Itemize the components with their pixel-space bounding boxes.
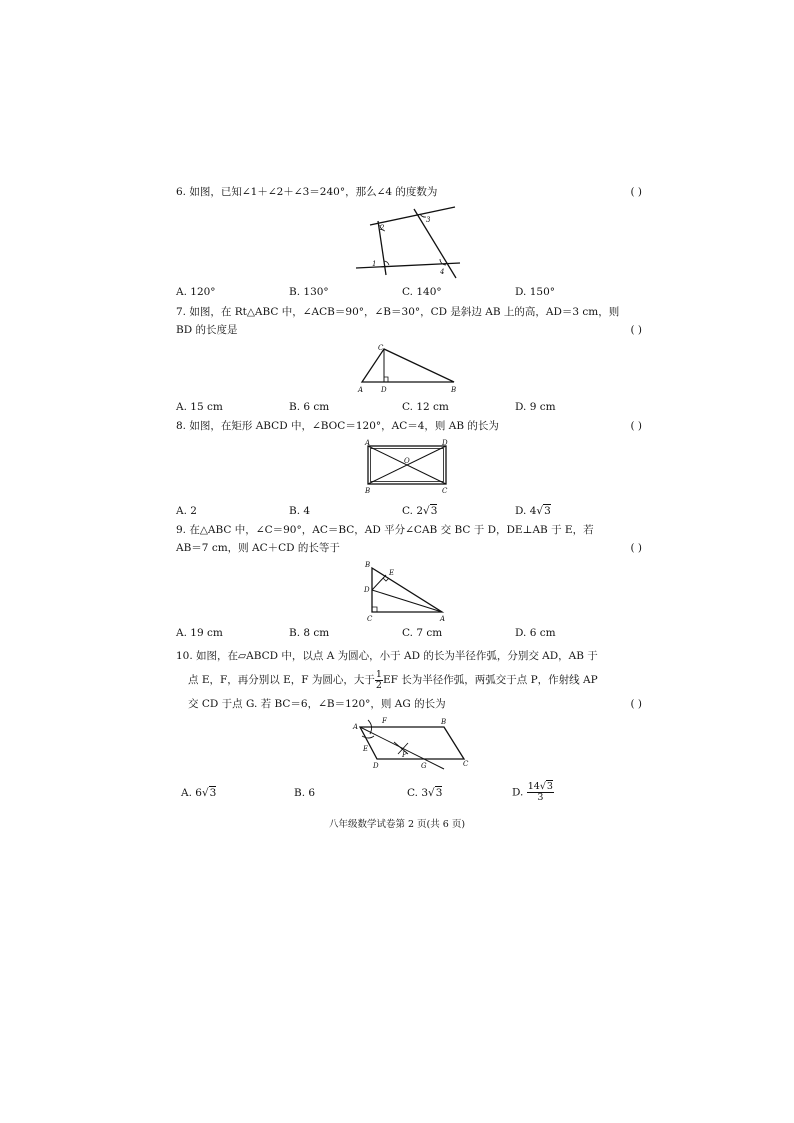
q7-stem-line2: BD 的长度是 xyxy=(176,324,238,336)
q10-label-c: C xyxy=(463,760,469,768)
q6-stem: 6. 如图，已知∠1＋∠2＋∠3＝240°，那么∠4 的度数为 xyxy=(176,186,438,198)
q6-label-2: 2 xyxy=(380,224,385,232)
q8-option-b: B. 4 xyxy=(289,505,311,517)
q8-label-d: D xyxy=(442,439,448,447)
q6-option-b: B. 130° xyxy=(289,286,329,298)
question-9 xyxy=(176,521,642,557)
q8-option-a: A. 2 xyxy=(176,505,197,517)
q7-answer-paren: ( ) xyxy=(630,324,642,336)
q8-option-d: D. 4√3 xyxy=(515,505,551,517)
q9-label-a: A xyxy=(440,615,446,623)
q8-answer-paren: ( ) xyxy=(630,420,642,432)
q8-option-c: C. 2√3 xyxy=(402,505,438,517)
q9-label-e: E xyxy=(389,569,395,577)
q9-option-d: D. 6 cm xyxy=(515,627,556,639)
q10-label-a: A xyxy=(353,723,359,731)
q6-label-1: 1 xyxy=(372,260,377,268)
q10-answer-paren: ( ) xyxy=(630,698,642,710)
question-7 xyxy=(176,303,642,339)
page-footer: 八年级数学试卷第 2 页(共 6 页) xyxy=(328,819,466,830)
q9-figure xyxy=(362,560,452,626)
q10-stem-line2: 点 E，F，再分别以 E，F 为圆心，大于 $\frac{1}{2}$ EF 长为半径作弧，两弧交于点 P，作射线 AP xyxy=(188,668,598,691)
q10-label-b: B xyxy=(441,718,447,726)
q8-label-b: B xyxy=(365,487,371,495)
q10-label-p: P xyxy=(402,751,407,759)
q10-option-b: B. 6 xyxy=(294,787,316,799)
q9-option-b: B. 8 cm xyxy=(289,627,330,639)
q7-option-c: C. 12 cm xyxy=(402,401,449,413)
q10-fraction: $\frac{1}{2}$ xyxy=(375,668,382,691)
q6-option-d: D. 150° xyxy=(515,286,556,298)
q8-figure xyxy=(362,438,457,496)
q10-label-e: E xyxy=(363,745,369,753)
q7-figure xyxy=(352,342,462,397)
q6-answer-paren: ( ) xyxy=(630,186,642,198)
q7-label-a: A xyxy=(358,386,364,394)
q9-option-c: C. 7 cm xyxy=(402,627,443,639)
q9-label-b: B xyxy=(365,561,371,569)
q6-figure xyxy=(350,203,465,281)
q9-option-a: A. 19 cm xyxy=(176,627,223,639)
q8-label-a: A xyxy=(365,439,371,447)
q6-label-4: 4 xyxy=(440,268,445,276)
q7-option-b: B. 6 cm xyxy=(289,401,330,413)
q7-option-d: D. 9 cm xyxy=(515,401,556,413)
q10-stem-line3: 交 CD 于点 G. 若 BC＝6，∠B＝120°，则 AG 的长为 xyxy=(188,698,446,710)
q10-option-a: A. 6√3 xyxy=(181,787,217,799)
q7-stem-line1: 7. 如图，在 Rt△ABC 中，∠ACB＝90°，∠B＝30°，CD 是斜边 AB 上的高，AD＝3 cm，则 xyxy=(176,306,620,318)
q9-stem-line1: 9. 在△ABC 中，∠C＝90°，AC＝BC，AD 平分∠CAB 交 BC 于 D，DE⊥AB 于 E，若 xyxy=(176,524,594,536)
q10-label-d: D xyxy=(373,762,379,770)
q10-label-g: G xyxy=(421,762,427,770)
q9-label-d: D xyxy=(364,586,370,594)
q8-label-o: O xyxy=(404,457,410,465)
q10-label-f: F xyxy=(382,717,387,725)
q10-option-d: D. $\frac{14√3}{3}$ xyxy=(512,781,553,803)
question-8 xyxy=(176,417,642,435)
q7-label-b: B xyxy=(451,386,457,394)
q10-figure xyxy=(344,716,476,772)
q7-option-a: A. 15 cm xyxy=(176,401,223,413)
q8-label-c: C xyxy=(442,487,448,495)
q6-option-c: C. 140° xyxy=(402,286,442,298)
question-6 xyxy=(176,183,642,201)
question-10 xyxy=(176,644,642,716)
q9-label-c: C xyxy=(367,615,373,623)
q10-stem-line1: 10. 如图，在▱ABCD 中，以点 A 为圆心，小于 AD 的长为半径作弧，分别交 AD，AB 于 xyxy=(176,650,598,662)
q8-stem: 8. 如图，在矩形 ABCD 中，∠BOC＝120°，AC＝4，则 AB 的长为 xyxy=(176,420,499,432)
q6-option-a: A. 120° xyxy=(176,286,216,298)
q9-answer-paren: ( ) xyxy=(630,542,642,554)
q6-label-3: 3 xyxy=(426,216,431,224)
q10-option-c: C. 3√3 xyxy=(407,787,443,799)
q7-label-d: D xyxy=(381,386,387,394)
q7-label-c: C xyxy=(378,344,384,352)
q9-stem-line2: AB＝7 cm，则 AC＋CD 的长等于 xyxy=(176,542,340,554)
